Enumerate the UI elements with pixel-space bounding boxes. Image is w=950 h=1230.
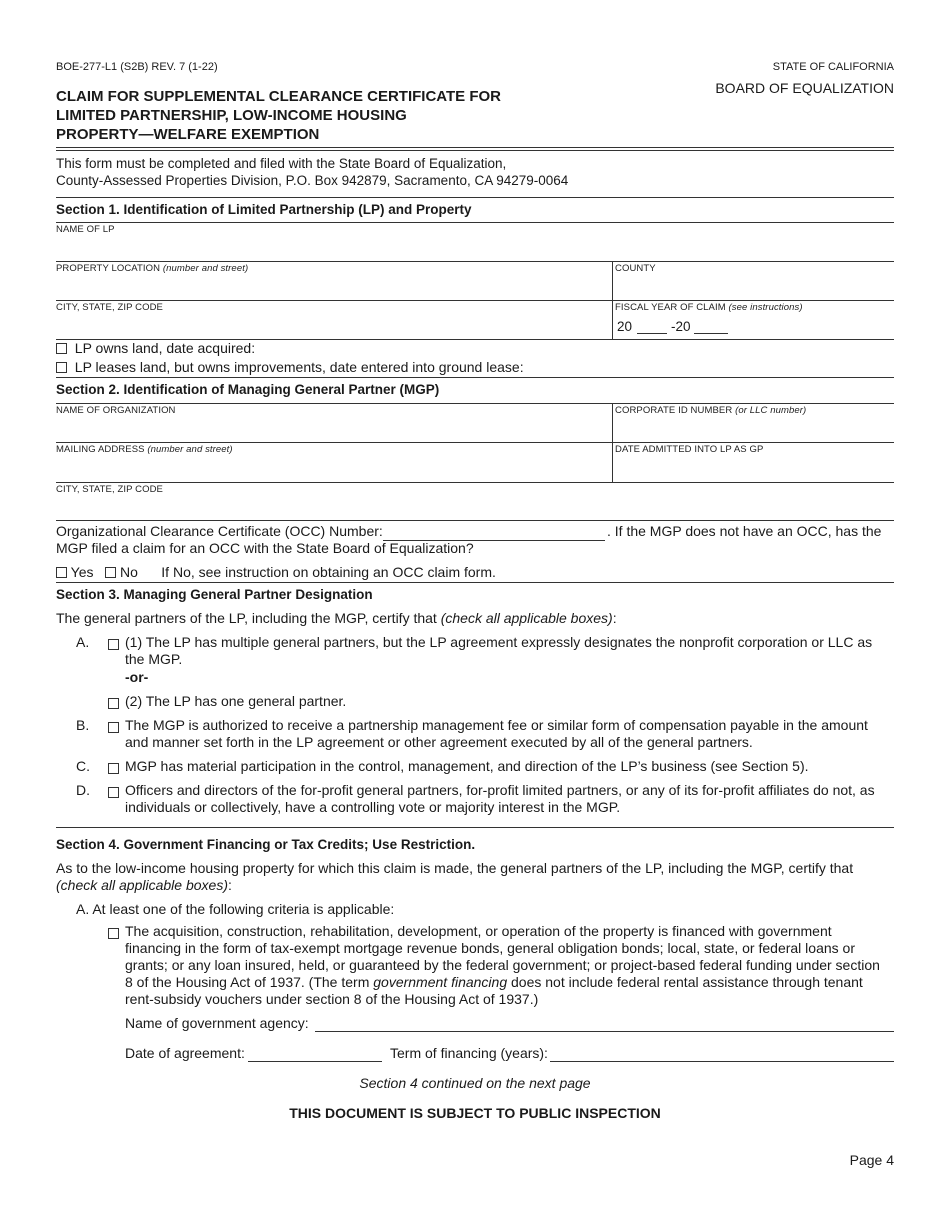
owns-land-label: LP owns land, date acquired:	[74, 340, 256, 356]
mgp-city-state-zip-field[interactable]	[56, 496, 894, 518]
occ-yes-no-row	[56, 564, 496, 581]
date-agreement-label: Date of agreement:	[125, 1045, 245, 1061]
item-c-checkbox-wrap	[108, 760, 119, 778]
section3-top-rule	[56, 582, 894, 583]
leases-land-checkbox[interactable]	[56, 362, 67, 373]
item-c-checkbox[interactable]	[108, 763, 119, 774]
title-line-2: LIMITED PARTNERSHIP, LOW-INCOME HOUSING	[56, 107, 407, 124]
agency-label: Name of government agency:	[125, 1015, 309, 1031]
date-agreement-field[interactable]	[248, 1061, 382, 1062]
fiscal-year-label	[615, 302, 803, 313]
page-number: Page 4	[849, 1152, 894, 1168]
org-name-field[interactable]	[56, 417, 608, 439]
mailing-address-field[interactable]	[56, 456, 608, 478]
section4-a-heading: A. At least one of the following criteria is applicable:	[76, 901, 395, 917]
agency-field[interactable]	[315, 1031, 894, 1032]
gov-financing-line4	[125, 974, 863, 991]
section1-heading: Section 1. Identification of Limited Partnership (LP) and Property	[56, 202, 472, 217]
item-a2-text: (2) The LP has one general partner.	[125, 693, 347, 709]
mgp-city-state-zip-label: CITY, STATE, ZIP CODE	[56, 484, 163, 495]
item-c-text: MGP has material participation in the control, management, and direction of the LP’s business (see Section 5).	[125, 758, 809, 774]
fiscal-year-prefix: 20	[617, 319, 633, 334]
mailing-address-hint: (number and street)	[147, 444, 233, 455]
gov-financing-line3: grants; or any loan insured, held, or guaranteed by the federal government; or project-based federal funding under section	[125, 957, 880, 973]
item-a2-checkbox-wrap	[108, 695, 119, 713]
row-rule	[56, 300, 894, 301]
form-title	[56, 87, 501, 144]
section3-intro-hint: (check all applicable boxes)	[440, 610, 613, 626]
county-field[interactable]	[615, 276, 894, 298]
section4-intro-line2	[56, 877, 232, 894]
yes-checkbox[interactable]	[56, 567, 67, 578]
date-admitted-label: DATE ADMITTED INTO LP AS GP	[615, 444, 764, 455]
property-location-text: PROPERTY LOCATION	[56, 263, 161, 274]
lp-city-state-zip-field[interactable]	[56, 314, 608, 336]
section2-heading: Section 2. Identification of Managing General Partner (MGP)	[56, 382, 440, 397]
section4-intro-hint: (check all applicable boxes)	[56, 877, 228, 893]
form-number: BOE-277-L1 (S2B) REV. 7 (1-22)	[56, 61, 218, 73]
row-rule	[56, 261, 894, 262]
gov-financing-line1: The acquisition, construction, rehabilitation, development, or operation of the property is financed with government	[125, 923, 832, 939]
row-rule	[56, 403, 894, 404]
name-of-lp-label: NAME OF LP	[56, 224, 115, 235]
section4-intro-line1: As to the low-income housing property for which this claim is made, the general partners of the LP, including the MGP, certify that	[56, 860, 854, 876]
fiscal-year-text: FISCAL YEAR OF CLAIM	[615, 302, 726, 313]
section3-intro-end: :	[612, 610, 617, 626]
date-admitted-field[interactable]	[615, 456, 894, 478]
no-label: No	[120, 564, 138, 580]
owns-land-row	[56, 340, 255, 357]
state-label: STATE OF CALIFORNIA	[772, 61, 894, 73]
occ-tail-text: . If the MGP does not have an OCC, has the	[607, 523, 882, 539]
title-line-1: CLAIM FOR SUPPLEMENTAL CLEARANCE CERTIFICATE FOR	[56, 88, 501, 105]
name-of-lp-field[interactable]	[56, 236, 894, 260]
intro-text	[56, 155, 568, 189]
item-b-line2: and manner set forth in the LP agreement or other agreement executed by all of the general partners.	[125, 734, 753, 750]
item-a2-checkbox[interactable]	[108, 698, 119, 709]
owns-land-checkbox[interactable]	[56, 343, 67, 354]
item-b-line1: The MGP is authorized to receive a partnership management fee or similar form of compensation payable in the amount	[125, 717, 868, 733]
yes-label: Yes	[70, 564, 94, 580]
item-d-checkbox-wrap	[108, 784, 119, 802]
item-b-checkbox-wrap	[108, 719, 119, 737]
org-name-label: NAME OF ORGANIZATION	[56, 405, 176, 416]
fiscal-year-hint: (see instructions)	[728, 302, 803, 313]
item-c-letter: C.	[76, 758, 90, 774]
gov-financing-line5: rent-subsidy vouchers under section 8 of the Housing Act of 1937.)	[125, 991, 539, 1007]
item-a1-line2: the MGP.	[125, 651, 183, 667]
section3-intro-text: The general partners of the LP, including the MGP, certify that	[56, 610, 441, 626]
mailing-address-label	[56, 444, 233, 455]
leases-land-row	[56, 359, 524, 376]
section1-heading-rule	[56, 222, 894, 223]
gov-financing-checkbox-wrap	[108, 925, 119, 943]
leases-land-label: LP leases land, but owns improvements, date entered into ground lease:	[74, 359, 524, 375]
fiscal-year-end-field[interactable]	[694, 333, 728, 334]
corp-id-text: CORPORATE ID NUMBER	[615, 405, 733, 416]
row-rule	[56, 442, 894, 443]
no-note: If No, see instruction on obtaining an OCC claim form.	[161, 564, 496, 580]
public-inspection-notice: THIS DOCUMENT IS SUBJECT TO PUBLIC INSPECTION	[289, 1105, 661, 1121]
gov-financing-line2: financing in the form of tax-exempt mortgage revenue bonds, general obligation bonds; local, state, or federal loans or	[125, 940, 855, 956]
header-rule-1	[56, 147, 894, 148]
item-d-checkbox[interactable]	[108, 787, 119, 798]
property-location-hint: (number and street)	[162, 263, 249, 274]
row-rule	[56, 520, 894, 521]
mailing-address-text: MAILING ADDRESS	[56, 444, 145, 455]
header-rule-2	[56, 150, 894, 151]
occ-question: MGP filed a claim for an OCC with the State Board of Equalization?	[56, 540, 474, 556]
section4-intro-end: :	[227, 877, 232, 893]
item-d-letter: D.	[76, 782, 90, 798]
row-rule	[56, 482, 894, 483]
item-a1-line1: (1) The LP has multiple general partners, but the LP agreement expressly designates the nonprofit corporation or LLC as	[125, 634, 873, 650]
section2-top-rule	[56, 377, 894, 378]
corp-id-field[interactable]	[615, 417, 894, 439]
intro-line-1: This form must be completed and filed with the State Board of Equalization,	[56, 156, 507, 171]
section4-heading: Section 4. Government Financing or Tax Credits; Use Restriction.	[56, 837, 476, 852]
board-label: BOARD OF EQUALIZATION	[715, 80, 894, 96]
gov-financing-term: government financing	[373, 974, 508, 990]
term-financing-field[interactable]	[550, 1061, 894, 1062]
gov-financing-line4b: does not include federal rental assistance through tenant	[507, 974, 863, 990]
gov-financing-line4a: 8 of the Housing Act of 1937. (The term	[125, 974, 374, 990]
corp-id-label	[615, 405, 806, 416]
lp-city-state-zip-label: CITY, STATE, ZIP CODE	[56, 302, 163, 313]
item-b-letter: B.	[76, 717, 90, 733]
section1-top-rule	[56, 197, 894, 198]
item-b-checkbox[interactable]	[108, 722, 119, 733]
gov-financing-checkbox[interactable]	[108, 928, 119, 939]
item-a1-checkbox[interactable]	[108, 639, 119, 650]
continued-note: Section 4 continued on the next page	[359, 1075, 591, 1091]
item-a-letter: A.	[76, 634, 90, 650]
section4-top-rule	[56, 827, 894, 828]
corp-id-hint: (or LLC number)	[735, 405, 807, 416]
fiscal-year-separator: -20	[671, 319, 691, 334]
intro-line-2: County-Assessed Properties Division, P.O. Box 942879, Sacramento, CA 94279-0064	[56, 173, 569, 188]
county-label: COUNTY	[615, 263, 656, 274]
item-d-line1: Officers and directors of the for-profit general partners, for-profit limited partners, or any of its for-profit affiliates do not, as	[125, 782, 875, 798]
occ-label: Organizational Clearance Certificate (OCC) Number:	[56, 523, 383, 539]
property-location-field[interactable]	[56, 276, 608, 298]
or-separator: -or-	[125, 669, 149, 685]
property-location-label	[56, 263, 248, 274]
fiscal-year-start-field[interactable]	[637, 333, 667, 334]
item-d-line2: individuals or collectively, have a controlling vote or majority interest in the MGP.	[125, 799, 621, 815]
term-financing-label: Term of financing (years):	[390, 1045, 548, 1061]
no-checkbox[interactable]	[105, 567, 116, 578]
title-line-3: PROPERTY—WELFARE EXEMPTION	[56, 126, 320, 143]
item-a1-checkbox-wrap	[108, 636, 119, 654]
section3-heading: Section 3. Managing General Partner Designation	[56, 587, 373, 602]
section3-intro	[56, 610, 617, 627]
